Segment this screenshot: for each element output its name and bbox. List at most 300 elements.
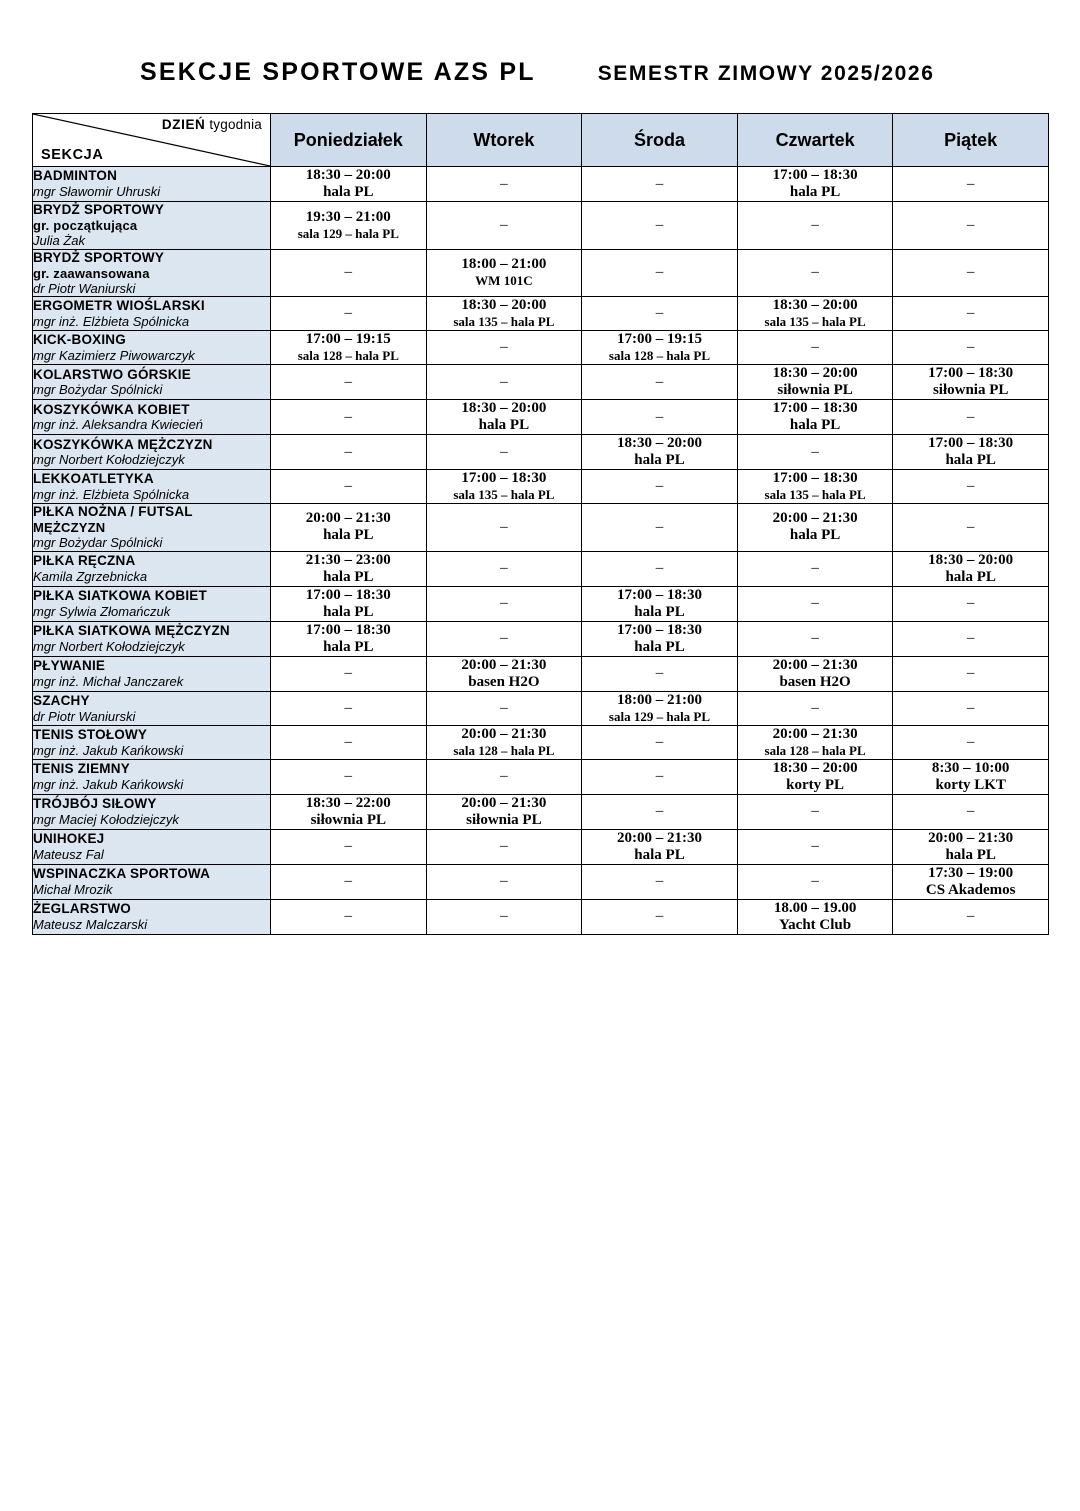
schedule-cell xyxy=(426,470,582,504)
table-row xyxy=(33,621,1049,656)
slot-empty-mark: – xyxy=(500,373,508,390)
slot-time: 20:00 – 21:30 xyxy=(461,725,547,742)
schedule-cell xyxy=(271,504,427,552)
schedule-cell xyxy=(893,331,1049,365)
slot-location: hala PL xyxy=(789,184,841,200)
schedule-cell xyxy=(426,656,582,691)
schedule-cell xyxy=(737,725,893,759)
slot-time: 17:00 – 18:30 xyxy=(928,435,1014,452)
schedule-cell xyxy=(271,621,427,656)
slot-time: 18:30 – 20:00 xyxy=(305,167,391,183)
schedule-cell xyxy=(426,621,582,656)
slot-empty-mark: – xyxy=(344,838,353,855)
schedule-cell xyxy=(737,586,893,621)
schedule-cell xyxy=(737,551,893,586)
corner-day-subtext: tygodnia xyxy=(205,117,262,132)
schedule-cell xyxy=(271,297,427,331)
day-header-thursday: Czwartek xyxy=(737,114,893,167)
schedule-cell xyxy=(271,167,427,202)
section-instructor: mgr Norbert Kołodziejczyk xyxy=(33,452,185,468)
slot-location: hala PL xyxy=(945,452,996,469)
slot-time: 20:00 – 21:30 xyxy=(616,829,702,846)
section-cell xyxy=(33,725,271,759)
section-cell xyxy=(33,551,271,586)
slot-time: 18:30 – 20:00 xyxy=(616,435,702,452)
section-cell xyxy=(33,297,271,331)
slot-empty-mark: – xyxy=(966,518,975,535)
slot-time: 18:30 – 20:00 xyxy=(461,400,547,417)
schedule-cell xyxy=(271,586,427,621)
slot-time: 17:00 – 18:30 xyxy=(928,365,1014,382)
table-row xyxy=(33,586,1049,621)
slot-empty-mark: – xyxy=(655,175,664,192)
slot-location: basen H2O xyxy=(779,673,851,690)
section-name: UNIHOKEJ xyxy=(33,831,105,847)
slot-empty-mark: – xyxy=(966,665,975,682)
slot-time: 18.00 – 19.00 xyxy=(773,899,857,916)
schedule-cell xyxy=(737,331,893,365)
schedule-cell xyxy=(893,435,1049,470)
section-name: ŻEGLARSTWO xyxy=(33,901,131,917)
slot-time: 18:30 – 20:00 xyxy=(928,551,1014,568)
schedule-cell xyxy=(893,470,1049,504)
slot-empty-mark: – xyxy=(811,339,819,356)
schedule-cell xyxy=(582,202,738,250)
section-cell xyxy=(33,435,271,470)
slot-location: sala 135 – hala PL xyxy=(764,487,866,503)
slot-empty-mark: – xyxy=(655,478,664,495)
slot-location: sala 135 – hala PL xyxy=(453,487,555,503)
slot-empty-mark: – xyxy=(811,699,819,716)
day-header-tuesday: Wtorek xyxy=(426,114,582,167)
section-instructor: Julia Żak xyxy=(33,233,86,249)
schedule-cell xyxy=(582,829,738,864)
slot-time: 17:00 – 18:30 xyxy=(616,621,702,638)
schedule-cell xyxy=(426,829,582,864)
slot-empty-mark: – xyxy=(966,630,975,647)
schedule-cell xyxy=(271,725,427,759)
schedule-cell xyxy=(426,551,582,586)
slot-time: 20:00 – 21:30 xyxy=(305,510,391,527)
slot-time: 17:00 – 18:30 xyxy=(305,586,391,603)
slot-location: hala PL xyxy=(789,417,841,434)
slot-empty-mark: – xyxy=(655,518,664,535)
section-subgroup: gr. początkująca xyxy=(33,217,138,233)
section-instructor: dr Piotr Waniurski xyxy=(33,280,136,296)
day-header-friday: Piątek xyxy=(893,114,1049,167)
slot-time: 18:30 – 20:00 xyxy=(772,297,858,314)
slot-empty-mark: – xyxy=(811,838,819,855)
schedule-cell xyxy=(893,297,1049,331)
slot-location: hala PL xyxy=(634,452,685,469)
slot-location: Yacht Club xyxy=(779,916,852,933)
slot-time: 20:00 – 21:30 xyxy=(772,725,858,742)
schedule-cell xyxy=(737,202,893,250)
day-header-monday: Poniedziałek xyxy=(271,114,427,167)
day-header-wednesday: Środa xyxy=(582,114,738,167)
schedule-cell xyxy=(737,656,893,691)
slot-location: siłownia PL xyxy=(310,811,387,828)
schedule-cell xyxy=(737,470,893,504)
section-instructor: mgr Bożydar Spólnicki xyxy=(33,535,163,551)
section-cell xyxy=(33,864,271,899)
slot-empty-mark: – xyxy=(500,443,508,460)
schedule-cell xyxy=(893,691,1049,725)
table-row xyxy=(33,365,1049,400)
slot-empty-mark: – xyxy=(344,665,353,682)
section-instructor: mgr inż. Jakub Kańkowski xyxy=(33,742,184,758)
slot-empty-mark: – xyxy=(344,733,353,750)
slot-empty-mark: – xyxy=(500,838,508,855)
slot-time: 17:00 – 18:30 xyxy=(772,400,858,417)
schedule-cell xyxy=(271,899,427,934)
slot-location: hala PL xyxy=(634,638,685,655)
slot-time: 18:30 – 22:00 xyxy=(305,794,391,811)
slot-time: 17:00 – 18:30 xyxy=(772,167,858,183)
table-row xyxy=(33,435,1049,470)
section-name: TENIS STOŁOWY xyxy=(33,726,148,742)
table-row xyxy=(33,249,1049,297)
schedule-cell xyxy=(582,864,738,899)
slot-empty-mark: – xyxy=(966,264,975,281)
schedule-cell xyxy=(582,249,738,297)
slot-empty-mark: – xyxy=(811,595,819,612)
slot-location: hala PL xyxy=(323,184,374,200)
section-cell xyxy=(33,829,271,864)
table-row xyxy=(33,331,1049,365)
section-instructor: mgr inż. Elżbieta Spólnicka xyxy=(33,486,190,502)
section-cell xyxy=(33,400,271,435)
slot-time: 18:30 – 20:00 xyxy=(772,759,858,776)
slot-location: sala 129 – hala PL xyxy=(608,708,711,724)
slot-empty-mark: – xyxy=(500,595,508,612)
section-name: KOLARSTWO GÓRSKIE xyxy=(33,366,191,382)
schedule-cell xyxy=(893,365,1049,400)
table-row xyxy=(33,202,1049,250)
section-instructor: mgr inż. Elżbieta Spólnicka xyxy=(33,313,190,329)
slot-empty-mark: – xyxy=(344,408,353,425)
schedule-cell xyxy=(737,297,893,331)
section-instructor: mgr Kazimierz Piwowarczyk xyxy=(33,347,195,363)
schedule-table xyxy=(32,113,1049,935)
schedule-cell xyxy=(271,400,427,435)
schedule-cell xyxy=(426,202,582,250)
section-name: PIŁKA SIATKOWA MĘŻCZYZN xyxy=(33,623,230,639)
slot-empty-mark: – xyxy=(811,803,819,820)
slot-time: 17:30 – 19:00 xyxy=(928,864,1014,881)
slot-empty-mark: – xyxy=(966,803,975,820)
table-row xyxy=(33,400,1049,435)
schedule-cell xyxy=(893,759,1049,794)
slot-location: sala 129 – hala PL xyxy=(297,225,399,241)
slot-time: 21:30 – 23:00 xyxy=(305,551,391,568)
schedule-cell xyxy=(737,504,893,552)
section-name: BADMINTON xyxy=(33,168,118,184)
section-cell xyxy=(33,365,271,400)
slot-location: hala PL xyxy=(945,846,996,863)
slot-empty-mark: – xyxy=(811,560,819,577)
slot-empty-mark: – xyxy=(811,216,819,233)
section-cell xyxy=(33,586,271,621)
schedule-cell xyxy=(426,504,582,552)
title-subtitle: SEMESTR ZIMOWY 2025/2026 xyxy=(597,62,935,85)
schedule-cell xyxy=(893,249,1049,297)
schedule-cell xyxy=(426,691,582,725)
schedule-cell xyxy=(271,202,427,250)
slot-location: siłownia PL xyxy=(777,382,853,399)
schedule-cell xyxy=(426,586,582,621)
schedule-cell xyxy=(582,794,738,829)
schedule-cell xyxy=(582,725,738,759)
section-instructor: mgr Bożydar Spólnicki xyxy=(33,382,163,398)
slot-time: 20:00 – 21:30 xyxy=(461,656,547,673)
section-name: WSPINACZKA SPORTOWA xyxy=(33,866,211,882)
corner-day-label xyxy=(162,117,262,132)
slot-location: korty LKT xyxy=(935,776,1006,793)
slot-location: basen H2O xyxy=(468,673,540,690)
table-row xyxy=(33,725,1049,759)
schedule-cell xyxy=(582,899,738,934)
slot-empty-mark: – xyxy=(500,560,508,577)
slot-location: hala PL xyxy=(478,417,530,434)
section-instructor: mgr inż. Michał Janczarek xyxy=(33,674,184,690)
section-cell xyxy=(33,759,271,794)
section-instructor: mgr inż. Aleksandra Kwiecień xyxy=(33,417,204,433)
slot-location: sala 135 – hala PL xyxy=(764,314,866,330)
schedule-cell xyxy=(737,794,893,829)
slot-empty-mark: – xyxy=(344,373,353,390)
schedule-cell xyxy=(737,167,893,202)
slot-time: 19:30 – 21:00 xyxy=(305,208,391,225)
slot-empty-mark: – xyxy=(655,373,664,390)
schedule-cell xyxy=(271,829,427,864)
schedule-cell xyxy=(271,759,427,794)
schedule-cell xyxy=(893,551,1049,586)
slot-location: sala 128 – hala PL xyxy=(764,742,866,758)
schedule-cell xyxy=(893,621,1049,656)
slot-empty-mark: – xyxy=(344,478,353,495)
slot-empty-mark: – xyxy=(655,560,664,577)
slot-location: sala 128 – hala PL xyxy=(608,348,711,364)
section-name: PIŁKA NOŻNA / FUTSAL xyxy=(33,504,193,520)
slot-empty-mark: – xyxy=(655,768,664,785)
slot-empty-mark: – xyxy=(655,665,664,682)
slot-empty-mark: – xyxy=(966,305,975,322)
slot-time: 8:30 – 10:00 xyxy=(931,759,1010,776)
section-name: BRYDŻ SPORTOWY xyxy=(33,249,165,265)
section-instructor: Michał Mrozik xyxy=(33,882,113,898)
schedule-cell xyxy=(271,656,427,691)
table-row xyxy=(33,167,1049,202)
slot-empty-mark: – xyxy=(655,408,664,425)
schedule-cell xyxy=(737,249,893,297)
section-cell xyxy=(33,691,271,725)
section-name: PIŁKA SIATKOWA KOBIET xyxy=(33,588,207,604)
slot-empty-mark: – xyxy=(966,908,975,925)
schedule-cell xyxy=(737,435,893,470)
schedule-cell xyxy=(893,829,1049,864)
slot-location: korty PL xyxy=(786,776,845,793)
slot-empty-mark: – xyxy=(655,733,664,750)
slot-empty-mark: – xyxy=(500,216,508,233)
schedule-cell xyxy=(426,167,582,202)
slot-empty-mark: – xyxy=(966,478,975,495)
section-cell xyxy=(33,656,271,691)
schedule-cell xyxy=(737,621,893,656)
section-name: KOSZYKÓWKA KOBIET xyxy=(33,401,190,417)
schedule-cell xyxy=(271,435,427,470)
slot-empty-mark: – xyxy=(966,175,975,192)
slot-empty-mark: – xyxy=(655,803,664,820)
slot-empty-mark: – xyxy=(500,873,508,890)
table-row xyxy=(33,899,1049,934)
slot-location: siłownia PL xyxy=(466,811,542,828)
section-name: KOSZYKÓWKA MĘŻCZYZN xyxy=(33,436,213,452)
table-row xyxy=(33,551,1049,586)
slot-time: 17:00 – 18:30 xyxy=(616,586,702,603)
slot-empty-mark: – xyxy=(811,630,819,647)
schedule-cell xyxy=(426,759,582,794)
section-instructor: mgr inż. Jakub Kańkowski xyxy=(33,777,184,793)
schedule-cell xyxy=(271,551,427,586)
section-instructor: Mateusz Malczarski xyxy=(33,917,148,933)
section-name: TENIS ZIEMNY xyxy=(33,761,130,777)
slot-time: 17:00 – 18:30 xyxy=(461,470,547,487)
table-row xyxy=(33,504,1049,552)
schedule-cell xyxy=(893,586,1049,621)
header-row xyxy=(33,114,1049,167)
schedule-cell xyxy=(426,297,582,331)
section-cell xyxy=(33,249,271,297)
schedule-table-container xyxy=(32,113,1048,935)
slot-time: 18:00 – 21:00 xyxy=(616,691,702,708)
slot-location: hala PL xyxy=(323,638,374,655)
schedule-cell xyxy=(893,725,1049,759)
section-name: KICK-BOXING xyxy=(33,332,126,348)
schedule-cell xyxy=(893,899,1049,934)
section-subgroup: gr. zaawansowana xyxy=(33,265,150,281)
section-cell xyxy=(33,470,271,504)
slot-empty-mark: – xyxy=(966,699,975,716)
section-cell xyxy=(33,899,271,934)
slot-empty-mark: – xyxy=(344,908,353,925)
schedule-cell xyxy=(582,586,738,621)
section-instructor: mgr Norbert Kołodziejczyk xyxy=(33,639,185,655)
section-cell xyxy=(33,167,271,202)
schedule-cell xyxy=(893,202,1049,250)
section-cell xyxy=(33,621,271,656)
schedule-cell xyxy=(893,400,1049,435)
slot-empty-mark: – xyxy=(966,408,975,425)
table-row xyxy=(33,864,1049,899)
section-name: SZACHY xyxy=(33,692,90,708)
document-title xyxy=(140,0,1080,87)
slot-empty-mark: – xyxy=(655,305,664,322)
slot-location: hala PL xyxy=(634,846,685,863)
section-subgroup: MĘŻCZYZN xyxy=(33,520,106,536)
slot-time: 18:30 – 20:00 xyxy=(461,297,547,314)
slot-time: 20:00 – 21:30 xyxy=(461,794,547,811)
table-row xyxy=(33,829,1049,864)
corner-section-label: SEKCJA xyxy=(41,147,104,163)
slot-location: sala 128 – hala PL xyxy=(297,348,399,364)
slot-empty-mark: – xyxy=(811,264,819,281)
schedule-cell xyxy=(426,435,582,470)
slot-empty-mark: – xyxy=(811,873,819,890)
slot-empty-mark: – xyxy=(344,443,353,460)
schedule-cell xyxy=(737,691,893,725)
schedule-cell xyxy=(893,864,1049,899)
schedule-cell xyxy=(737,829,893,864)
section-instructor: Mateusz Fal xyxy=(33,847,104,863)
schedule-cell xyxy=(893,794,1049,829)
slot-empty-mark: – xyxy=(500,339,508,356)
slot-location: CS Akademos xyxy=(925,881,1016,898)
schedule-cell xyxy=(737,759,893,794)
table-body xyxy=(33,167,1049,935)
schedule-cell xyxy=(737,899,893,934)
schedule-cell xyxy=(582,504,738,552)
schedule-cell xyxy=(271,331,427,365)
table-row xyxy=(33,470,1049,504)
slot-location: siłownia PL xyxy=(932,382,1009,399)
slot-empty-mark: – xyxy=(500,699,508,716)
slot-empty-mark: – xyxy=(344,264,353,281)
schedule-cell xyxy=(582,621,738,656)
schedule-cell xyxy=(271,691,427,725)
corner-header-cell xyxy=(33,114,271,167)
schedule-cell xyxy=(582,759,738,794)
slot-location: hala PL xyxy=(634,603,685,620)
schedule-cell xyxy=(271,365,427,400)
table-header xyxy=(33,114,1049,167)
slot-time: 17:00 – 18:30 xyxy=(305,621,391,638)
schedule-cell xyxy=(582,435,738,470)
schedule-cell xyxy=(271,864,427,899)
slot-location: hala PL xyxy=(945,568,996,585)
schedule-cell xyxy=(582,691,738,725)
section-instructor: Kamila Zgrzebnicka xyxy=(33,569,148,585)
slot-location: hala PL xyxy=(323,527,374,544)
schedule-cell xyxy=(271,794,427,829)
schedule-cell xyxy=(893,167,1049,202)
schedule-cell xyxy=(426,331,582,365)
slot-empty-mark: – xyxy=(500,175,508,192)
slot-empty-mark: – xyxy=(966,339,975,356)
slot-empty-mark: – xyxy=(966,733,975,750)
slot-empty-mark: – xyxy=(344,873,353,890)
schedule-cell xyxy=(426,249,582,297)
slot-empty-mark: – xyxy=(344,305,353,322)
schedule-cell xyxy=(426,794,582,829)
schedule-cell xyxy=(582,656,738,691)
slot-time: 18:00 – 21:00 xyxy=(461,256,547,273)
slot-time: 20:00 – 21:30 xyxy=(928,829,1014,846)
schedule-cell xyxy=(426,899,582,934)
table-row xyxy=(33,656,1049,691)
slot-empty-mark: – xyxy=(500,518,508,535)
section-cell xyxy=(33,331,271,365)
slot-empty-mark: – xyxy=(655,264,664,281)
schedule-cell xyxy=(426,864,582,899)
title-main: SEKCJE SPORTOWE AZS PL xyxy=(140,58,536,86)
section-name: LEKKOATLETYKA xyxy=(33,471,154,487)
section-name: PŁYWANIE xyxy=(33,658,106,674)
slot-empty-mark: – xyxy=(500,630,508,647)
schedule-cell xyxy=(582,167,738,202)
slot-time: 20:00 – 21:30 xyxy=(772,656,858,673)
slot-location: hala PL xyxy=(323,603,374,620)
